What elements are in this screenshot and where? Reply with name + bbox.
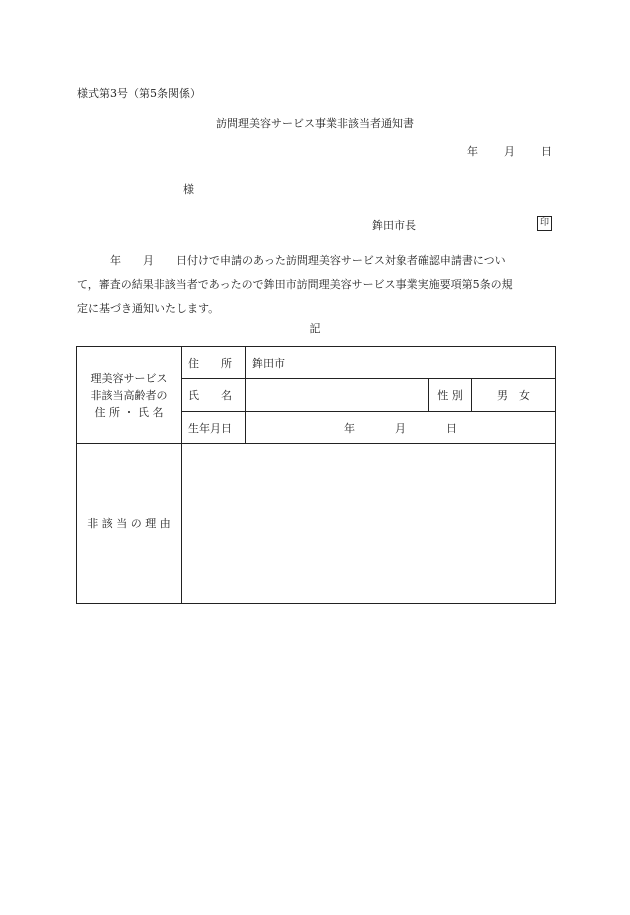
date-day: 日 — [541, 145, 552, 158]
addressee-suffix: 様 — [183, 183, 194, 196]
birth-month: 月 — [395, 421, 406, 435]
date-month: 月 — [504, 145, 515, 158]
birth-day: 日 — [446, 421, 457, 435]
notice-table — [76, 346, 556, 604]
gender-options: 男 女 — [472, 379, 556, 412]
person-label-line-1: 理美容サービス — [90, 371, 168, 385]
birthdate-label: 生年月日 — [182, 412, 246, 444]
reason-value — [182, 444, 556, 604]
form-number: 様式第3号（第5条関係） — [77, 87, 201, 100]
person-label-line-2: 非該当高齢者の — [90, 388, 168, 402]
document-title: 訪問理美容サービス事業非該当者通知書 — [216, 117, 414, 130]
person-label-line-3: 住 所 ・ 氏 名 — [94, 405, 164, 419]
date-year: 年 — [467, 145, 478, 158]
issue-date — [467, 143, 552, 159]
name-label: 氏 名 — [182, 379, 246, 412]
notice-line-2: て，審査の結果非該当者であったので鉾田市訪問理美容サービス事業実施要項第5条の規 — [77, 278, 513, 291]
gender-label: 性 別 — [429, 379, 472, 412]
address-value: 鉾田市 — [246, 347, 556, 379]
name-value — [246, 379, 429, 412]
birthdate-value — [246, 412, 556, 444]
ki-heading: 記 — [309, 322, 321, 335]
reason-label: 非 該 当 の 理 由 — [77, 444, 182, 604]
notice-line-3: 定に基づき通知いたします。 — [77, 302, 220, 315]
sender-name: 鉾田市長 — [372, 219, 416, 232]
birth-year: 年 — [344, 421, 355, 435]
address-label: 住 所 — [182, 347, 246, 379]
notice-body — [77, 249, 555, 321]
seal-mark: 印 — [537, 216, 552, 231]
notice-line-1: 年 月 日付けで申請のあった訪問理美容サービス対象者確認申請書につい — [77, 254, 506, 267]
person-label-cell — [77, 347, 182, 444]
